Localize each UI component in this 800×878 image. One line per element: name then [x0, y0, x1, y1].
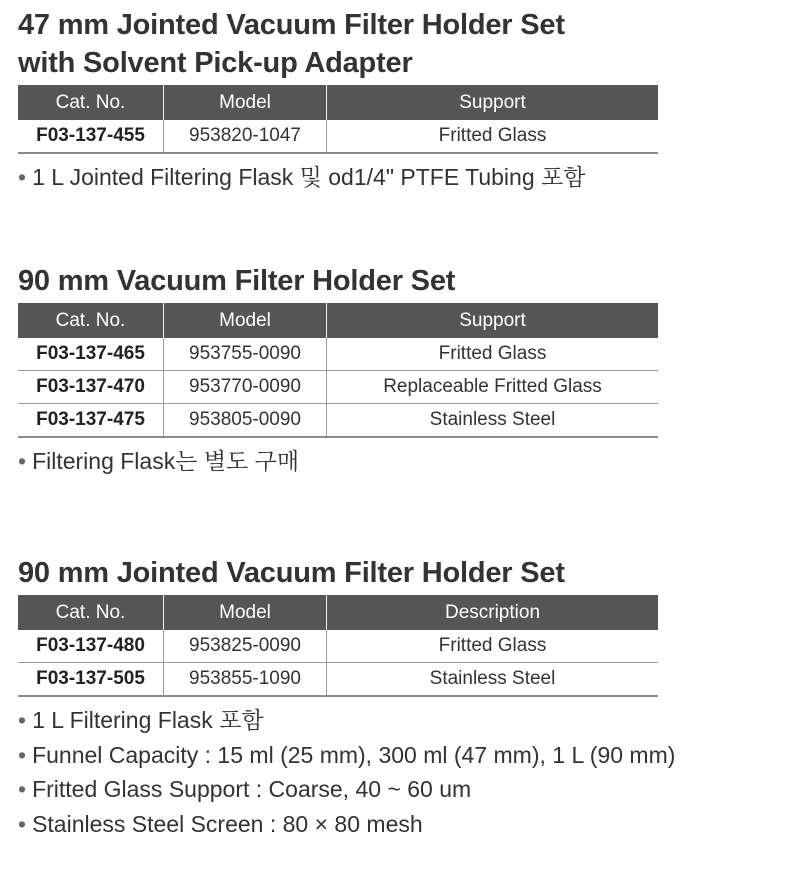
model-cell: 953820-1047 — [164, 120, 327, 153]
header-support: Support — [327, 85, 659, 120]
notes-list — [18, 703, 676, 841]
header-model: Model — [164, 303, 327, 338]
bullet-icon: • — [18, 776, 27, 802]
title-line-1: 90 mm Vacuum Filter Holder Set — [18, 265, 456, 297]
bullet-icon: • — [18, 448, 27, 474]
section-title — [18, 554, 658, 592]
note-item — [18, 703, 658, 738]
cat-no-cell: F03-137-475 — [18, 404, 164, 438]
note-text: Funnel Capacity : 15 ml (25 mm), 300 ml (47 mm), 1 L (90 mm) — [32, 741, 676, 768]
description-cell: Stainless Steel — [327, 663, 659, 697]
table-row — [18, 630, 658, 663]
notes-list — [18, 444, 658, 479]
notes-list — [18, 160, 658, 195]
note-text: Fritted Glass Support : Coarse, 40 ~ 60 um — [32, 776, 472, 802]
spec-table — [18, 303, 658, 438]
title-line-2: with Solvent Pick-up Adapter — [18, 47, 413, 79]
note-text: Stainless Steel Screen : 80 × 80 mesh — [32, 810, 423, 837]
spec-table — [18, 85, 658, 154]
section-title — [18, 262, 658, 300]
note-item — [18, 772, 658, 807]
spec-table — [18, 595, 658, 697]
table-row — [18, 371, 658, 404]
table-row — [18, 663, 658, 697]
model-cell: 953755-0090 — [164, 338, 327, 371]
table-row — [18, 338, 658, 371]
note-item — [18, 807, 658, 842]
note-item — [18, 738, 676, 773]
cat-no-cell: F03-137-465 — [18, 338, 164, 371]
support-cell: Stainless Steel — [327, 404, 659, 438]
header-model: Model — [164, 85, 327, 120]
header-cat-no: Cat. No. — [18, 85, 164, 120]
note-text: Filtering Flask는 별도 구매 — [32, 448, 300, 474]
note-item — [18, 444, 658, 479]
support-cell: Fritted Glass — [327, 338, 659, 371]
note-text: 1 L Filtering Flask 포함 — [32, 707, 264, 733]
note-text: 1 L Jointed Filtering Flask 및 od1/4" PTFE Tubing 포함 — [32, 164, 586, 190]
support-cell: Fritted Glass — [327, 120, 659, 153]
title-line-1: 90 mm Jointed Vacuum Filter Holder Set — [18, 557, 565, 589]
table-header-row — [18, 303, 658, 338]
header-cat-no: Cat. No. — [18, 595, 164, 630]
support-cell: Replaceable Fritted Glass — [327, 371, 659, 404]
bullet-icon: • — [18, 164, 27, 190]
bullet-icon: • — [18, 810, 27, 837]
table-header-row — [18, 595, 658, 630]
section-title — [18, 6, 658, 82]
bullet-icon: • — [18, 707, 27, 733]
description-cell: Fritted Glass — [327, 630, 659, 663]
table-header-row — [18, 85, 658, 120]
model-cell: 953805-0090 — [164, 404, 327, 438]
bullet-icon: • — [18, 741, 27, 768]
cat-no-cell: F03-137-480 — [18, 630, 164, 663]
header-cat-no: Cat. No. — [18, 303, 164, 338]
cat-no-cell: F03-137-505 — [18, 663, 164, 697]
table-row — [18, 404, 658, 438]
note-item — [18, 160, 658, 195]
header-model: Model — [164, 595, 327, 630]
cat-no-cell: F03-137-470 — [18, 371, 164, 404]
header-description: Description — [327, 595, 659, 630]
table-row — [18, 120, 658, 153]
section-90mm-jointed — [18, 554, 676, 841]
model-cell: 953855-1090 — [164, 663, 327, 697]
model-cell: 953770-0090 — [164, 371, 327, 404]
header-support: Support — [327, 303, 659, 338]
title-line-1: 47 mm Jointed Vacuum Filter Holder Set — [18, 9, 565, 41]
section-47mm-jointed — [18, 6, 658, 195]
section-90mm-vacuum — [18, 262, 658, 479]
cat-no-cell: F03-137-455 — [18, 120, 164, 153]
model-cell: 953825-0090 — [164, 630, 327, 663]
